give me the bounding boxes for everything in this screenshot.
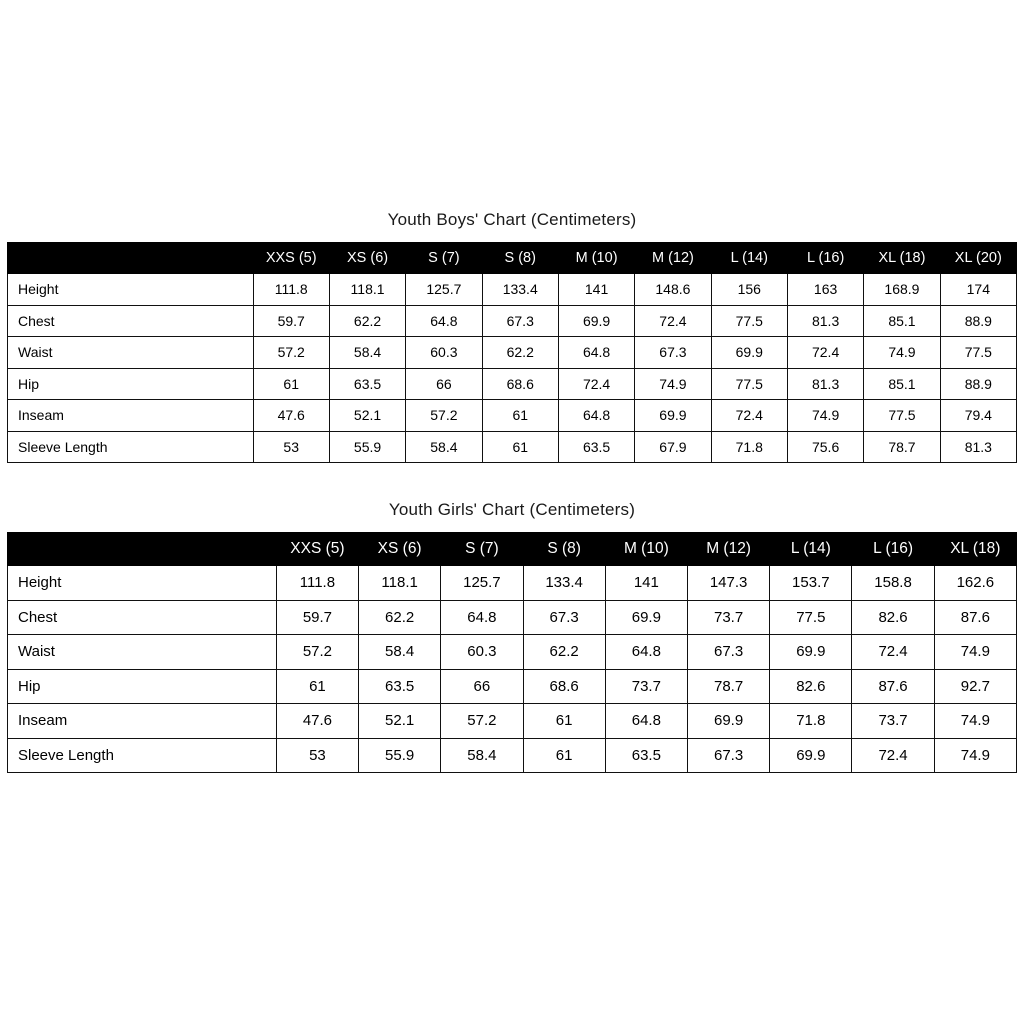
column-header: XXS (5) [276,533,358,566]
row-label: Chest [8,305,254,337]
table-row [8,400,1017,432]
table-cell: 82.6 [852,600,934,635]
table-cell: 141 [558,274,634,306]
table-cell: 87.6 [934,600,1016,635]
table-cell: 61 [253,368,329,400]
table-row [8,635,1017,670]
table-cell: 156 [711,274,787,306]
table-cell: 66 [406,368,482,400]
column-header: S (8) [482,243,558,274]
table-cell: 57.2 [253,337,329,369]
table-cell: 75.6 [787,431,863,463]
row-label: Waist [8,337,254,369]
table-cell: 47.6 [276,704,358,739]
table-cell: 72.4 [787,337,863,369]
column-header: XL (20) [940,243,1016,274]
table-cell: 111.8 [276,566,358,601]
table-cell: 58.4 [406,431,482,463]
youth-girls-chart-block [0,500,1024,773]
table-cell: 57.2 [276,635,358,670]
table-cell: 79.4 [940,400,1016,432]
table-cell: 66 [441,669,523,704]
column-header: M (10) [605,533,687,566]
table-row [8,368,1017,400]
row-label: Hip [8,368,254,400]
table-cell: 158.8 [852,566,934,601]
table-cell: 133.4 [482,274,558,306]
table-header-row [8,533,1017,566]
table-cell: 61 [276,669,358,704]
table-cell: 71.8 [770,704,852,739]
column-header: XS (6) [359,533,441,566]
table-cell: 62.2 [523,635,605,670]
table-row [8,738,1017,773]
table-cell: 81.3 [940,431,1016,463]
table-cell: 52.1 [359,704,441,739]
table-cell: 77.5 [711,368,787,400]
row-label: Hip [8,669,277,704]
table-cell: 62.2 [329,305,405,337]
table-row [8,704,1017,739]
table-cell: 74.9 [934,704,1016,739]
table-cell: 78.7 [687,669,769,704]
table-cell: 58.4 [359,635,441,670]
table-corner-header [8,243,254,274]
table-cell: 69.9 [558,305,634,337]
table-cell: 74.9 [787,400,863,432]
table-cell: 85.1 [864,305,940,337]
row-label: Chest [8,600,277,635]
table-cell: 118.1 [359,566,441,601]
table-cell: 64.8 [406,305,482,337]
table-cell: 77.5 [770,600,852,635]
youth-girls-size-table [7,532,1017,773]
table-cell: 53 [276,738,358,773]
table-cell: 73.7 [605,669,687,704]
table-cell: 81.3 [787,305,863,337]
table-cell: 69.9 [711,337,787,369]
table-cell: 74.9 [864,337,940,369]
row-label: Sleeve Length [8,431,254,463]
table-cell: 88.9 [940,305,1016,337]
table-cell: 148.6 [635,274,711,306]
table-cell: 68.6 [482,368,558,400]
table-cell: 60.3 [406,337,482,369]
table-cell: 162.6 [934,566,1016,601]
table-cell: 74.9 [635,368,711,400]
table-corner-header [8,533,277,566]
table-cell: 59.7 [253,305,329,337]
table-cell: 74.9 [934,738,1016,773]
table-cell: 69.9 [605,600,687,635]
table-header-row [8,243,1017,274]
column-header: M (10) [558,243,634,274]
row-label: Waist [8,635,277,670]
youth-boys-chart-block [0,210,1024,463]
table-cell: 67.3 [687,738,769,773]
column-header: XS (6) [329,243,405,274]
table-cell: 63.5 [605,738,687,773]
table-cell: 67.3 [482,305,558,337]
table-cell: 63.5 [329,368,405,400]
table-cell: 61 [523,704,605,739]
table-cell: 69.9 [770,635,852,670]
table-cell: 163 [787,274,863,306]
table-cell: 69.9 [687,704,769,739]
table-cell: 141 [605,566,687,601]
table-cell: 74.9 [934,635,1016,670]
table-cell: 133.4 [523,566,605,601]
table-cell: 47.6 [253,400,329,432]
table-cell: 61 [482,431,558,463]
table-cell: 72.4 [852,738,934,773]
column-header: M (12) [687,533,769,566]
table-cell: 68.6 [523,669,605,704]
table-cell: 61 [523,738,605,773]
table-row [8,600,1017,635]
table-cell: 55.9 [329,431,405,463]
row-label: Inseam [8,704,277,739]
table-cell: 67.9 [635,431,711,463]
column-header: S (7) [441,533,523,566]
row-label: Sleeve Length [8,738,277,773]
column-header: L (14) [711,243,787,274]
row-label: Height [8,566,277,601]
table-cell: 58.4 [441,738,523,773]
table-cell: 153.7 [770,566,852,601]
table-row [8,305,1017,337]
column-header: XL (18) [864,243,940,274]
column-header: S (7) [406,243,482,274]
table-cell: 57.2 [406,400,482,432]
table-cell: 125.7 [406,274,482,306]
table-row [8,669,1017,704]
table-row [8,431,1017,463]
table-cell: 64.8 [558,400,634,432]
row-label: Height [8,274,254,306]
table-cell: 67.3 [687,635,769,670]
column-header: M (12) [635,243,711,274]
table-cell: 71.8 [711,431,787,463]
table-cell: 77.5 [940,337,1016,369]
table-cell: 73.7 [852,704,934,739]
table-cell: 147.3 [687,566,769,601]
table-cell: 125.7 [441,566,523,601]
table-cell: 64.8 [558,337,634,369]
table-cell: 77.5 [864,400,940,432]
column-header: L (16) [852,533,934,566]
table-cell: 174 [940,274,1016,306]
table-row [8,566,1017,601]
table-cell: 52.1 [329,400,405,432]
youth-girls-chart-title: Youth Girls' Chart (Centimeters) [388,500,636,519]
table-cell: 69.9 [770,738,852,773]
row-label: Inseam [8,400,254,432]
table-row [8,337,1017,369]
table-cell: 72.4 [711,400,787,432]
column-header: S (8) [523,533,605,566]
column-header: L (14) [770,533,852,566]
table-cell: 92.7 [934,669,1016,704]
youth-boys-size-table [7,242,1017,463]
table-cell: 72.4 [635,305,711,337]
table-cell: 61 [482,400,558,432]
column-header: XXS (5) [253,243,329,274]
table-cell: 55.9 [359,738,441,773]
table-cell: 62.2 [482,337,558,369]
table-cell: 87.6 [852,669,934,704]
table-cell: 81.3 [787,368,863,400]
table-cell: 64.8 [441,600,523,635]
table-cell: 85.1 [864,368,940,400]
table-row [8,274,1017,306]
table-cell: 57.2 [441,704,523,739]
table-cell: 82.6 [770,669,852,704]
table-cell: 111.8 [253,274,329,306]
table-cell: 67.3 [523,600,605,635]
table-cell: 78.7 [864,431,940,463]
table-cell: 69.9 [635,400,711,432]
table-cell: 67.3 [635,337,711,369]
table-cell: 118.1 [329,274,405,306]
table-cell: 72.4 [558,368,634,400]
table-cell: 60.3 [441,635,523,670]
table-cell: 64.8 [605,635,687,670]
table-cell: 59.7 [276,600,358,635]
column-header: L (16) [787,243,863,274]
table-cell: 53 [253,431,329,463]
table-cell: 63.5 [558,431,634,463]
table-cell: 63.5 [359,669,441,704]
table-cell: 58.4 [329,337,405,369]
table-cell: 62.2 [359,600,441,635]
table-cell: 77.5 [711,305,787,337]
table-cell: 88.9 [940,368,1016,400]
youth-boys-chart-title: Youth Boys' Chart (Centimeters) [387,210,637,229]
table-cell: 64.8 [605,704,687,739]
column-header: XL (18) [934,533,1016,566]
table-cell: 168.9 [864,274,940,306]
table-cell: 72.4 [852,635,934,670]
table-cell: 73.7 [687,600,769,635]
